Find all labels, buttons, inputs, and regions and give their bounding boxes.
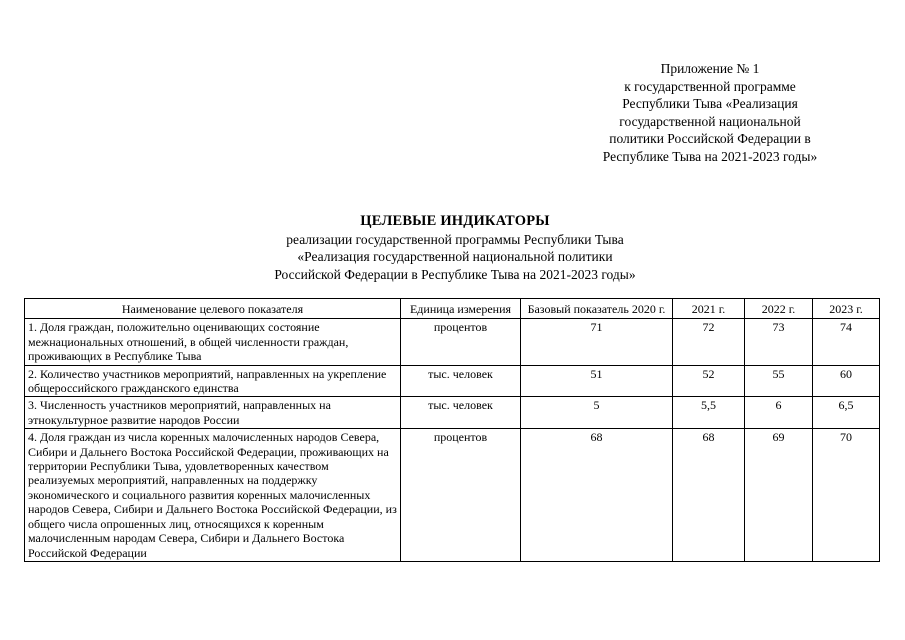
indicator-base-value: 68 [521, 429, 673, 562]
indicator-2021-value: 5,5 [673, 397, 745, 429]
table-row [25, 397, 880, 429]
table-row [25, 429, 880, 562]
indicator-name: 2. Количество участников мероприятий, направленных на укрепление общероссийского гражданского единства [25, 365, 401, 397]
column-header-2023: 2023 г. [813, 299, 880, 319]
appendix-block [560, 60, 860, 165]
indicator-base-value: 5 [521, 397, 673, 429]
indicator-2023-value: 60 [813, 365, 880, 397]
table-header-row [25, 299, 880, 319]
indicator-2023-value: 74 [813, 319, 880, 365]
indicator-base-value: 51 [521, 365, 673, 397]
indicator-name: 1. Доля граждан, положительно оценивающих состояние межнациональных отношений, в общей численности граждан, проживающих в Республике Тыва [25, 319, 401, 365]
appendix-line: к государственной программе [624, 78, 796, 94]
table-row [25, 365, 880, 397]
indicator-2022-value: 69 [745, 429, 813, 562]
indicator-name: 4. Доля граждан из числа коренных малочисленных народов Севера, Сибири и Дальнего Востока Российской Федерации, проживающих на территории Республики Тыва, удовлетворенных качеством реализуемых мероприятий, направленных на поддержку экономического и социального развития коренных малочисленных народов Севера, Сибири и Дальнего Востока Российской Федерации, из общего числа опрошенных лиц, относящихся к коренным малочисленным народам Севера, Сибири и Дальнего Востока Российской Федерации [25, 429, 401, 562]
appendix-line: Республики Тыва «Реализация [622, 96, 798, 111]
indicator-2021-value: 72 [673, 319, 745, 365]
column-header-unit: Единица измерения [401, 299, 521, 319]
indicator-2023-value: 6,5 [813, 397, 880, 429]
indicator-2022-value: 6 [745, 397, 813, 429]
indicator-2022-value: 55 [745, 365, 813, 397]
column-header-name: Наименование целевого показателя [25, 299, 401, 319]
indicator-2021-value: 68 [673, 429, 745, 562]
indicator-2022-value: 73 [745, 319, 813, 365]
appendix-line: Республике Тыва на 2021-2023 годы» [602, 148, 818, 164]
indicator-unit: процентов [401, 429, 521, 562]
document-subtitle-line: реализации государственной программы Республики Тыва [286, 231, 624, 247]
appendix-line: Приложение № 1 [660, 61, 760, 76]
document-subtitle-line: «Реализация государственной национальной политики [297, 249, 613, 264]
indicator-name: 3. Численность участников мероприятий, направленных на этнокультурное развитие народов России [25, 397, 401, 429]
table-row [25, 319, 880, 365]
indicators-table [24, 298, 880, 562]
document-subtitle-line: Российской Федерации в Республике Тыва на 2021-2023 годы» [274, 266, 636, 282]
column-header-base: Базовый показатель 2020 г. [521, 299, 673, 319]
indicator-unit: тыс. человек [401, 365, 521, 397]
indicator-unit: процентов [401, 319, 521, 365]
indicator-2021-value: 52 [673, 365, 745, 397]
appendix-line: государственной национальной [619, 113, 801, 129]
document-heading [160, 213, 750, 283]
indicator-base-value: 71 [521, 319, 673, 365]
indicator-2023-value: 70 [813, 429, 880, 562]
column-header-2021: 2021 г. [673, 299, 745, 319]
column-header-2022: 2022 г. [745, 299, 813, 319]
indicator-unit: тыс. человек [401, 397, 521, 429]
document-title: ЦЕЛЕВЫЕ ИНДИКАТОРЫ [360, 213, 550, 229]
appendix-line: политики Российской Федерации в [609, 131, 811, 146]
